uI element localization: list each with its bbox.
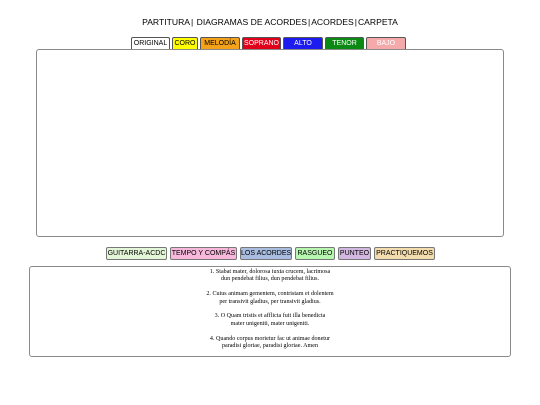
lyrics-line: 3. O Quam tristis et afflicta fuit illa benedicta [214,313,326,320]
lyrics-line: 2. Cuius animam gementem, contristam et dolentem [206,291,334,298]
nav-diagramas-de-acordes-link[interactable]: DIAGRAMAS DE ACORDES [196,17,307,27]
nav-partitura-link[interactable]: PARTITURA [142,17,191,27]
lyrics-line: paradisi gloriae, paradisi gloriae. Amen [221,343,319,350]
lyrics-stanza [30,291,510,306]
voice-tabs [131,37,408,49]
los-acordes-button[interactable]: LOS ACORDES [240,247,292,260]
tab-original[interactable]: ORIGINAL [131,37,170,49]
rasgueo-button[interactable]: RASGUEO [295,247,335,260]
section-buttons [106,247,438,260]
lyrics-line: dun pendebat filius, dun pendebat filius. [221,276,319,283]
lyrics-line: per transivit gladius, per transivit gladius. [219,298,321,305]
tab-melodia[interactable]: MELODÍA [200,37,240,49]
practiquemos-button[interactable]: PRACTIQUEMOS [374,247,435,260]
lyrics-stanza [30,269,510,284]
tempo-y-compas-button[interactable]: TEMPO Y COMPÁS [170,247,237,260]
tab-bajo[interactable]: BAJO [366,37,406,49]
nav-separator: | [354,17,357,27]
top-navigation [0,16,540,28]
punteo-button[interactable]: PUNTEO [338,247,371,260]
lyrics-line: 4. Quando corpus morietur fac ut animae donetur [209,335,331,342]
lyrics-stanza [30,336,510,351]
nav-carpeta-link[interactable]: CARPETA [357,17,398,27]
nav-separator: | [307,17,311,27]
lyrics-line: mater unigeniti, mater unigeniti. [230,320,310,327]
nav-acordes-link[interactable]: ACORDES [311,17,354,27]
tab-tenor[interactable]: TENOR [325,37,364,49]
score-viewer-frame[interactable] [36,49,504,237]
lyrics-stanza [30,313,510,328]
guitarra-acdc-button[interactable]: GUITARRA-ACDC [106,247,167,260]
lyrics-panel [29,266,511,357]
tab-coro[interactable]: CORO [172,37,198,49]
lyrics-line: 1. Stabat mater, dolorosa iuxta crucem, lacrimosa [209,269,331,275]
tab-soprano[interactable]: SOPRANO [242,37,281,49]
tab-alto[interactable]: ALTO [283,37,323,49]
nav-separator: | [191,17,194,27]
